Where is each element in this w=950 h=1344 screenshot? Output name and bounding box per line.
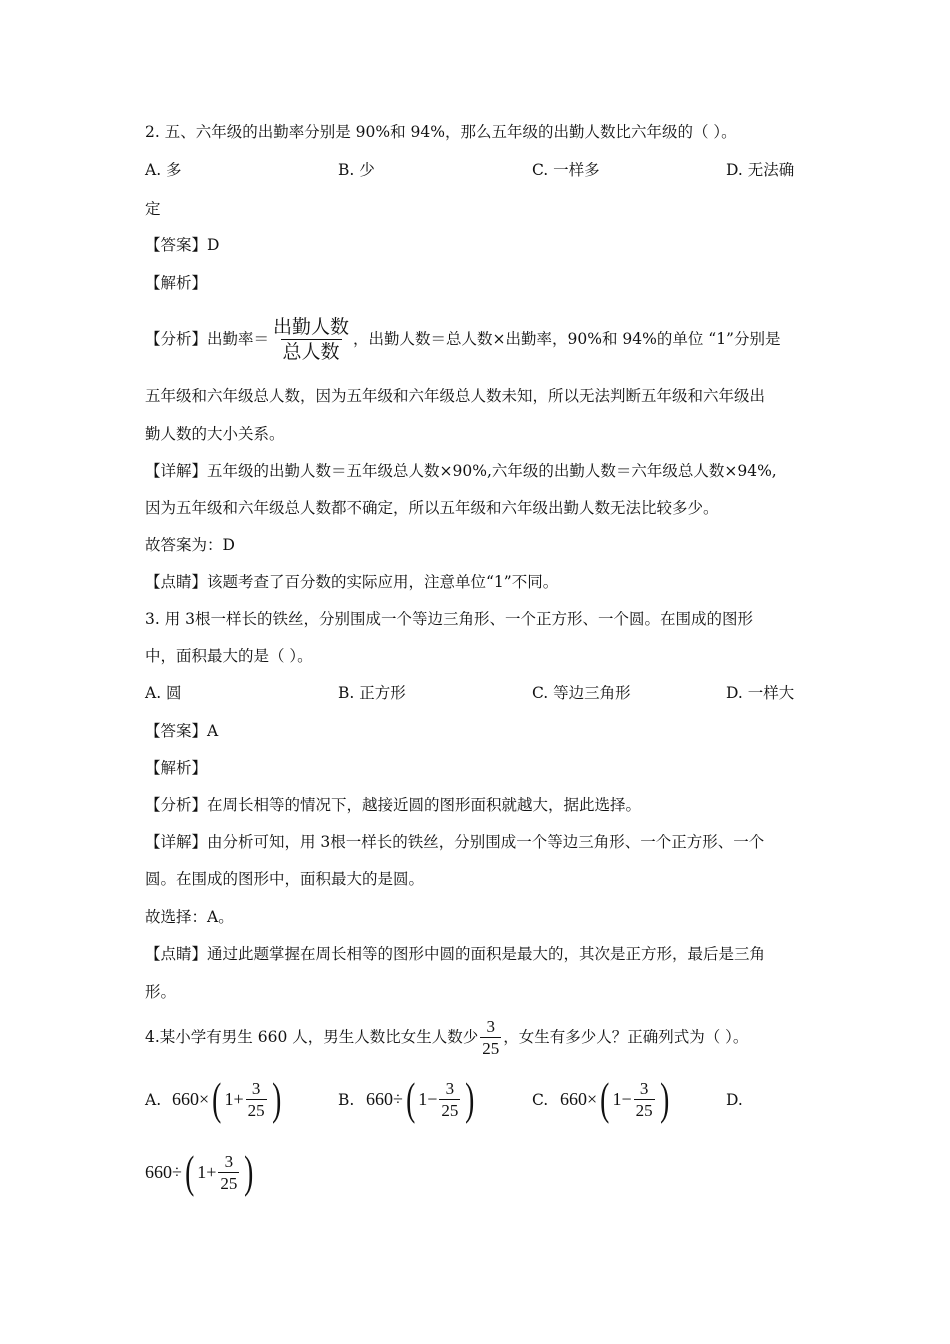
q4-option-c-label: C. [532, 1091, 549, 1109]
left-paren: ( [212, 1073, 222, 1124]
q3-comment-line-2: 形。 [145, 983, 177, 1001]
sign: − [427, 1089, 438, 1109]
q4-stem-prefix: 4.某小学有男生 660 人，男生人数比女生人数少 [145, 1028, 479, 1046]
number-one: 1 [224, 1089, 234, 1109]
fraction-denominator: 25 [247, 1100, 265, 1120]
q3-option-a: A. 圆 [145, 684, 182, 702]
q3-option-c: C. 等边三角形 [532, 684, 631, 702]
q3-detail-line-2: 圆。在围成的图形中，面积最大的是圆。 [145, 870, 425, 888]
number-one: 1 [612, 1089, 622, 1109]
sign: − [621, 1089, 632, 1109]
fraction-3-25 [634, 1079, 655, 1120]
q2-stem: 2. 五、六年级的出勤率分别是 90%和 94%，那么五年级的出勤人数比六年级的（ ）。 [145, 123, 737, 141]
sign: + [233, 1089, 244, 1109]
fraction-3-25 [439, 1079, 460, 1120]
fraction-numerator: 3 [639, 1078, 649, 1098]
q4-stem-fraction [480, 1017, 501, 1058]
q2-option-d-wrap: 定 [145, 200, 161, 218]
number-660: 660 [172, 1089, 199, 1109]
q3-answer: 【答案】A [145, 722, 219, 740]
number-660: 660 [145, 1162, 172, 1182]
fraction-denominator: 25 [220, 1173, 238, 1193]
number-660: 660 [366, 1089, 393, 1109]
fraction-denominator: 25 [635, 1100, 653, 1120]
q2-option-b: B. 少 [338, 161, 375, 179]
left-paren: ( [405, 1073, 416, 1124]
q2-final-answer: 故答案为：D [145, 536, 235, 554]
sign: + [206, 1162, 217, 1182]
q2-option-d: D. 无法确 [726, 161, 795, 179]
q3-option-b: B. 正方形 [338, 684, 406, 702]
fraction-numerator: 3 [251, 1078, 261, 1098]
number-660: 660 [560, 1089, 587, 1109]
operator: × [587, 1089, 598, 1109]
fraction-numerator: 3 [486, 1016, 495, 1036]
right-paren: ) [244, 1146, 254, 1197]
q4-option-c-expression [560, 1072, 672, 1126]
q4-option-a-expression [172, 1072, 284, 1126]
q3-analysis: 【分析】在周长相等的情况下，越接近圆的图形面积就越大，据此选择。 [145, 796, 642, 814]
q4-option-a-label: A. [145, 1091, 162, 1109]
q2-jiexi: 【解析】 [145, 274, 208, 292]
q4-option-d-expression [145, 1145, 257, 1199]
fraction-numerator: 3 [224, 1151, 234, 1171]
q3-detail-line-1: 【详解】由分析可知，用 3根一样长的铁丝，分别围成一个等边三角形、一个正方形、一个 [145, 833, 765, 851]
q2-analysis-suffix: ，出勤人数＝总人数×出勤率，90%和 94%的单位 “1”分别是 [353, 330, 781, 348]
operator: ÷ [393, 1089, 403, 1109]
fraction-3-25 [246, 1079, 267, 1120]
q2-answer: 【答案】D [145, 236, 220, 254]
q2-analysis-line-3: 勤人数的大小关系。 [145, 425, 285, 443]
number-one: 1 [197, 1162, 207, 1182]
number-one: 1 [418, 1089, 428, 1109]
q2-detail-line-2: 因为五年级和六年级总人数都不确定，所以五年级和六年级出勤人数无法比较多少。 [145, 499, 719, 517]
fraction-denominator: 总人数 [282, 340, 340, 363]
q2-analysis-prefix: 【分析】出勤率＝ [145, 330, 270, 348]
attendance-rate-fraction [271, 316, 351, 363]
q3-comment-line-1: 【点睛】通过此题掌握在周长相等的图形中圆的面积是最大的，其次是正方形，最后是三角 [145, 945, 766, 963]
q3-option-d: D. 一样大 [726, 684, 795, 702]
left-paren: ( [184, 1146, 195, 1197]
right-paren: ) [465, 1073, 475, 1124]
q4-option-d-label: D. [726, 1091, 743, 1109]
fraction-denominator: 25 [441, 1100, 459, 1120]
operator: ÷ [172, 1162, 182, 1182]
q2-option-c: C. 一样多 [532, 161, 600, 179]
fraction-3-25 [218, 1152, 239, 1193]
q3-final-answer: 故选择：A。 [145, 908, 234, 926]
q2-analysis-line [145, 314, 781, 364]
q4-option-b-expression [366, 1072, 478, 1126]
q2-option-a: A. 多 [145, 161, 182, 179]
q4-option-b-label: B. [338, 1091, 355, 1109]
q3-stem-line-2: 中，面积最大的是（ ）。 [145, 647, 313, 665]
q4-stem-suffix: ，女生有多少人？正确列式为（ ）。 [503, 1028, 749, 1046]
right-paren: ) [271, 1073, 281, 1124]
fraction-numerator: 3 [445, 1078, 455, 1098]
q2-analysis-line-2: 五年级和六年级总人数，因为五年级和六年级总人数未知，所以无法判断五年级和六年级出 [145, 387, 766, 405]
q2-detail-line-1: 【详解】五年级的出勤人数＝五年级总人数×90%,六年级的出勤人数＝六年级总人数×94%, [145, 462, 777, 480]
left-paren: ( [600, 1073, 610, 1124]
q4-stem [145, 1014, 748, 1060]
q3-stem-line-1: 3. 用 3根一样长的铁丝，分别围成一个等边三角形、一个正方形、一个圆。在围成的图形 [145, 610, 754, 628]
operator: × [199, 1089, 210, 1109]
q3-jiexi: 【解析】 [145, 759, 208, 777]
q2-comment: 【点睛】该题考查了百分数的实际应用，注意单位“1”不同。 [145, 573, 559, 591]
fraction-numerator: 出勤人数 [273, 315, 350, 338]
fraction-denominator: 25 [482, 1038, 500, 1058]
right-paren: ) [659, 1073, 669, 1124]
